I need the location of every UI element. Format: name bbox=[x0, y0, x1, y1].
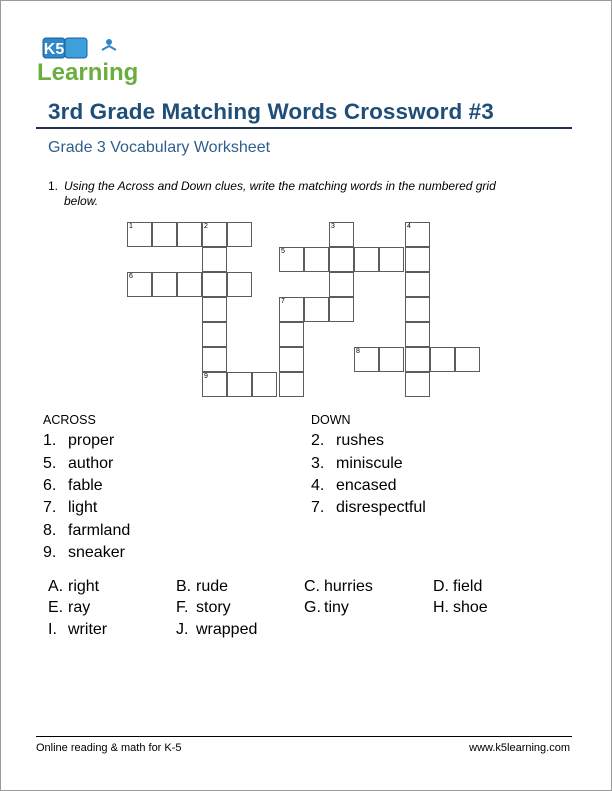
across-clue bbox=[43, 499, 97, 517]
across-clue bbox=[43, 455, 113, 473]
footer-tagline: Online reading & math for K-5 bbox=[36, 742, 182, 754]
option-word: tiny bbox=[324, 599, 349, 616]
clue-word: disrespectful bbox=[336, 499, 426, 516]
clue-number: 5. bbox=[43, 455, 57, 472]
word-bank-option bbox=[48, 599, 90, 617]
clue-number-2: 2 bbox=[204, 223, 208, 230]
footer-website-link[interactable]: www.k5learning.com bbox=[469, 742, 570, 754]
option-letter: F. bbox=[176, 599, 189, 616]
option-word: writer bbox=[68, 621, 108, 638]
across-clue bbox=[43, 544, 125, 562]
clue-word: rushes bbox=[336, 432, 385, 449]
option-letter: D. bbox=[433, 578, 449, 595]
clue-word: proper bbox=[68, 432, 115, 449]
instruction-text: Using the Across and Down clues, write the matching words in the numbered grid below. bbox=[64, 179, 496, 208]
clue-word: sneaker bbox=[68, 544, 125, 561]
down-clue bbox=[311, 477, 397, 495]
clue-number: 2. bbox=[311, 432, 325, 449]
clue-number-3: 3 bbox=[331, 223, 335, 230]
option-letter: I. bbox=[48, 621, 57, 638]
clue-word: encased bbox=[336, 477, 397, 494]
option-word: wrapped bbox=[196, 621, 258, 638]
clue-number-1: 1 bbox=[129, 223, 133, 230]
title-divider bbox=[36, 127, 572, 129]
clue-number-7: 7 bbox=[281, 298, 285, 305]
clue-number-6: 6 bbox=[129, 273, 133, 280]
word-bank-option bbox=[176, 621, 257, 639]
option-letter: J. bbox=[176, 621, 189, 638]
across-clue bbox=[43, 432, 114, 450]
clue-word: miniscule bbox=[336, 455, 403, 472]
clue-number-5: 5 bbox=[281, 248, 285, 255]
clue-word: farmland bbox=[68, 522, 131, 539]
clue-word: author bbox=[68, 455, 114, 472]
clue-word: fable bbox=[68, 477, 103, 494]
option-letter: C. bbox=[304, 578, 320, 595]
option-word: hurries bbox=[324, 578, 373, 595]
across-clue bbox=[43, 477, 103, 495]
option-letter: G. bbox=[304, 599, 321, 616]
clue-number-8: 8 bbox=[356, 348, 360, 355]
down-clue bbox=[311, 499, 426, 517]
clue-number: 1. bbox=[43, 432, 57, 449]
word-bank-option bbox=[48, 578, 99, 596]
option-letter: B. bbox=[176, 578, 192, 595]
option-word: field bbox=[453, 578, 483, 595]
down-heading: DOWN bbox=[311, 413, 351, 427]
option-letter: H. bbox=[433, 599, 449, 616]
word-bank-option bbox=[48, 621, 107, 639]
option-word: shoe bbox=[453, 599, 488, 616]
clue-number-4: 4 bbox=[407, 223, 411, 230]
word-bank-option bbox=[304, 599, 349, 617]
down-clue bbox=[311, 455, 403, 473]
word-bank-option bbox=[433, 578, 482, 596]
k5-learning-logo bbox=[36, 36, 154, 88]
instruction-number: 1. bbox=[48, 179, 59, 193]
word-bank-option bbox=[176, 578, 228, 596]
option-letter: A. bbox=[48, 578, 64, 595]
option-letter: E. bbox=[48, 599, 64, 616]
logo-k-letter: K5 bbox=[43, 41, 65, 58]
word-bank-option bbox=[433, 599, 488, 617]
option-word: rude bbox=[196, 578, 229, 595]
across-heading: ACROSS bbox=[43, 413, 96, 427]
clue-number: 8. bbox=[43, 522, 57, 539]
clue-number: 7. bbox=[43, 499, 57, 516]
option-word: right bbox=[68, 578, 100, 595]
option-word: ray bbox=[68, 599, 91, 616]
option-word: story bbox=[196, 599, 231, 616]
word-bank-option bbox=[304, 578, 373, 596]
logo-learning-text: Learning bbox=[37, 59, 139, 86]
clue-number-9: 9 bbox=[204, 373, 208, 380]
clue-number: 3. bbox=[311, 455, 325, 472]
clue-number: 4. bbox=[311, 477, 325, 494]
clue-number: 6. bbox=[43, 477, 57, 494]
down-clue bbox=[311, 432, 384, 450]
across-clue bbox=[43, 522, 130, 540]
clue-number: 7. bbox=[311, 499, 325, 516]
worksheet-subtitle: Grade 3 Vocabulary Worksheet bbox=[48, 139, 271, 156]
word-bank-option bbox=[176, 599, 231, 617]
worksheet-title: 3rd Grade Matching Words Crossword #3 bbox=[48, 99, 494, 124]
footer-divider bbox=[36, 736, 572, 737]
clue-word: light bbox=[68, 499, 98, 516]
clue-number: 9. bbox=[43, 544, 57, 561]
